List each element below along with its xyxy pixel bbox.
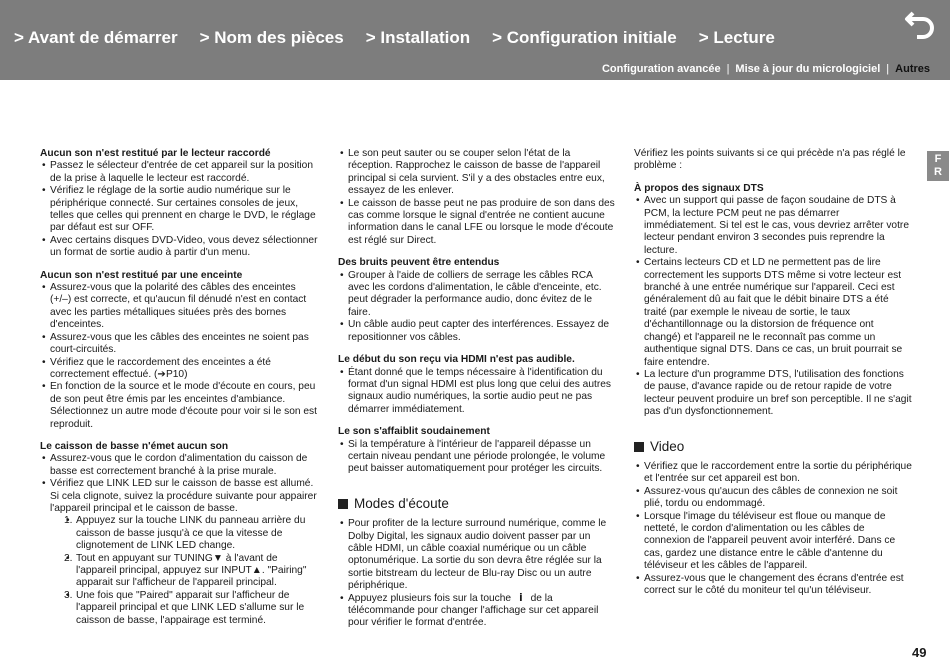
separator: | — [886, 63, 890, 75]
sub-nav — [602, 63, 930, 75]
bullet-list — [634, 461, 912, 597]
list-item: • Passez le sélecteur d'entrée de cet appareil sur la position de la prise à laquelle le lecteur est raccordé. — [40, 160, 318, 185]
bullet-list — [634, 195, 912, 418]
list-item: • Avec un support qui passe de façon soudaine de DTS à PCM, la lecture PCM peut ne pas démarrer immédiatement. Si tel est le cas, vous devriez arrêter votre lecteur pendant environ 3 secondes puis reprendre la lecture. — [634, 195, 912, 257]
step-text: Une fois que "Paired" apparait sur l'afficheur de l'appareil principal et que LINK LED s'allume sur le caisson de basse, l'appairage est terminé. — [76, 589, 305, 626]
info-button-icon: i — [519, 592, 523, 604]
list-item: • Assurez-vous que le cordon d'alimentation du caisson de basse est correctement branché à la prise murale. — [40, 453, 318, 478]
link-configuration-avancee[interactable]: Configuration avancée — [601, 63, 721, 75]
list-item-text: Vérifiez que LINK LED sur le caisson de basse est allumé. Si cela clignote, suivez la procédure suivante pour appairer l'appareil principal et le caisson de basse. — [50, 478, 317, 514]
square-icon — [634, 442, 644, 452]
bullet-list — [338, 367, 616, 417]
section-heading — [338, 495, 616, 511]
lang-letter: R — [934, 166, 942, 178]
list-item: • Grouper à l'aide de colliers de serrage les câbles RCA avec les cordons d'alimentation, le câble d'enceinte, etc. peut dégrader la performance audio, donc évitez de le faire. — [338, 270, 616, 320]
heading: Le son s'affaiblit soudainement — [338, 426, 490, 438]
list-item-text: de la télécommande pour changer l'affichage sur cet appareil pour vérifier le format d'entrée. — [348, 592, 599, 629]
list-item: • En fonction de la source et le mode d'écoute en cours, peu de son peut être émis par les enceintes d'ambiance. Sélectionnez un autre mode d'écoute pour voir si le son est reproduit. — [40, 381, 318, 431]
step-number: • 1. — [64, 515, 73, 527]
list-item: • Lorsque l'image du téléviseur est floue ou manque de netteté, le cordon d'alimentation ou les câbles de connexion de l'appareil peuvent avoir interféré. Dans ce cas, gardez une distance entre le câble d'antenne du téléviseur et les câbles de l'appareil. — [634, 511, 912, 573]
column-2 — [338, 148, 616, 630]
section-title: Video — [650, 438, 685, 454]
list-item: • Certains lecteurs CD et LD ne permettent pas de lire correctement les supports DTS même si votre lecteur est branché à une entrée numérique sur l'appareil. Ceci est généralement dû au fait que le débit binaire DTS a été traité (par exemple le niveau de sortie, le taux d'échantillonnage ou la distorsion de fréquence ont changé) et l'appareil ne le reconnaît pas comme un authentique signal DTS. Dans ce cas, un bruit pourrait se faire entendre. — [634, 257, 912, 369]
list-item-text: Vérifiez que le raccordement des enceintes a été correctement effectué. ( — [50, 356, 271, 380]
heading: À propos des signaux DTS — [634, 182, 764, 194]
bullet-list — [40, 160, 318, 259]
bullet-list — [338, 270, 616, 344]
tab-configuration-initiale[interactable]: > Configuration initiale — [492, 28, 677, 47]
tab-lecture[interactable]: > Lecture — [698, 28, 775, 47]
list-item: • Assurez-vous que le changement des écrans d'entrée est correct sur le côté du moniteur tel qu'un téléviseur. — [634, 573, 912, 598]
list-item: • Assurez-vous qu'aucun des câbles de connexion ne soit plié, tordu ou endommagé. — [634, 486, 912, 511]
step-number: • 3. — [64, 589, 73, 601]
list-item — [338, 593, 616, 630]
list-item: • Assurez-vous que la polarité des câbles des enceintes (+/–) est correcte, et qu'aucun fil dénudé n'est en contact avec les parties métalliques situées près des bornes d'enceintes. — [40, 282, 318, 332]
heading: Le caisson de basse n'émet aucun son — [40, 440, 229, 452]
section-title: Modes d'écoute — [354, 495, 449, 511]
heading: Le début du son reçu via HDMI n'est pas audible. — [338, 354, 575, 366]
list-item: • Étant donné que le temps nécessaire à l'identification du format d'un signal HDMI est plus long que celui des autres signaux audio numériques, la sortie audio peut ne pas démarrer immédiatement. — [338, 367, 616, 417]
list-item — [40, 478, 318, 627]
list-item — [40, 357, 318, 382]
tab-nom-des-pieces[interactable]: > Nom des pièces — [199, 28, 344, 47]
list-item: • Pour profiter de la lecture surround numérique, comme le Dolby Digital, les signaux audio doivent passer par un câble HDMI, un câble coaxial numérique ou un câble optonumérique. La sortie du son devra être réglée sur la sortie bitstream du lecteur de Blu-ray Disc ou un autre périphérique. — [338, 518, 616, 592]
step-item — [64, 515, 318, 552]
step-item — [64, 590, 318, 627]
section-heading — [634, 438, 912, 454]
link-mise-a-jour[interactable]: Mise à jour du micrologiciel — [735, 63, 881, 75]
heading: Des bruits peuvent être entendus — [338, 257, 500, 269]
bullet-list — [338, 148, 616, 247]
separator: | — [726, 63, 730, 75]
list-item: • Le caisson de basse peut ne pas produire de son dans des cas comme lorsque le signal d'entrée ne contient aucune information dans le canal LFE ou lorsque le mode d'écoute est réglé sur Direct. — [338, 198, 616, 248]
column-1 — [40, 148, 318, 627]
list-item-text: Appuyez plusieurs fois sur la touche — [348, 592, 512, 604]
back-icon[interactable] — [903, 7, 939, 41]
list-item: • Un câble audio peut capter des interférences. Essayez de repositionner vos câbles. — [338, 319, 616, 344]
lang-letter: F — [934, 153, 942, 165]
header-bar — [0, 0, 950, 80]
column-3 — [634, 148, 912, 597]
bullet-list — [338, 439, 616, 476]
step-number: • 2. — [64, 552, 73, 564]
intro-text: Vérifiez les points suivants si ce qui précède n'a pas réglé le problème : — [634, 148, 906, 172]
list-item: • Vérifiez que le raccordement entre la sortie du périphérique et l'entrée sur cet appareil est bon. — [634, 461, 912, 486]
language-tab — [927, 151, 949, 181]
list-item: • La lecture d'un programme DTS, l'utilisation des fonctions de pause, d'avance rapide ou de retour rapide de votre lecteur peuvent produire un bref son perceptible. Il ne s'agit pas d'un dysfonctionnement. — [634, 369, 912, 419]
list-item: • Le son peut sauter ou se couper selon l'état de la réception. Rapprochez le caisson de basse de l'appareil principal si cela survient. S'il y a des obstacles entre eux, essayez de les enlever. — [338, 148, 616, 198]
numbered-list — [50, 515, 318, 627]
step-text: Tout en appuyant sur TUNING▼ à l'avant de l'appareil principal, appuyez sur INPUT▲. "Pairing" apparait sur l'afficheur de l'appareil principal. — [76, 552, 307, 589]
bullet-list — [338, 518, 616, 630]
list-item: • Vérifiez le réglage de la sortie audio numérique sur le périphérique connecté. Sur certaines consoles de jeux, telles que celles qui prennent en charge le DVD, le réglage par défaut est sur OFF. — [40, 185, 318, 235]
main-nav — [14, 28, 797, 48]
list-item: • Assurez-vous que les câbles des enceintes ne soient pas court-circuités. — [40, 332, 318, 357]
list-item: • Si la température à l'intérieur de l'appareil dépasse un certain niveau pendant une période prolongée, le volume peut baisser automatiquement pour protéger les circuits. — [338, 439, 616, 476]
list-item: • Avec certains disques DVD-Video, vous devez sélectionner un format de sortie audio à partir d'un menu. — [40, 235, 318, 260]
square-icon — [338, 499, 348, 509]
step-item — [64, 553, 318, 590]
tab-avant-de-demarrer[interactable]: > Avant de démarrer — [14, 28, 178, 47]
heading: Aucun son n'est restitué par une enceinte — [40, 269, 243, 281]
page-number: 49 — [912, 645, 927, 660]
heading: Aucun son n'est restitué par le lecteur raccordé — [40, 148, 271, 159]
tab-installation[interactable]: > Installation — [365, 28, 471, 47]
page-reference-link[interactable]: ➔P10) — [157, 368, 188, 380]
step-text: Appuyez sur la touche LINK du panneau arrière du caisson de basse jusqu'à ce que la vitesse de clignotement de LINK LED change. — [76, 515, 306, 552]
bullet-list — [40, 282, 318, 431]
link-autres[interactable]: Autres — [895, 63, 930, 75]
bullet-list — [40, 453, 318, 627]
